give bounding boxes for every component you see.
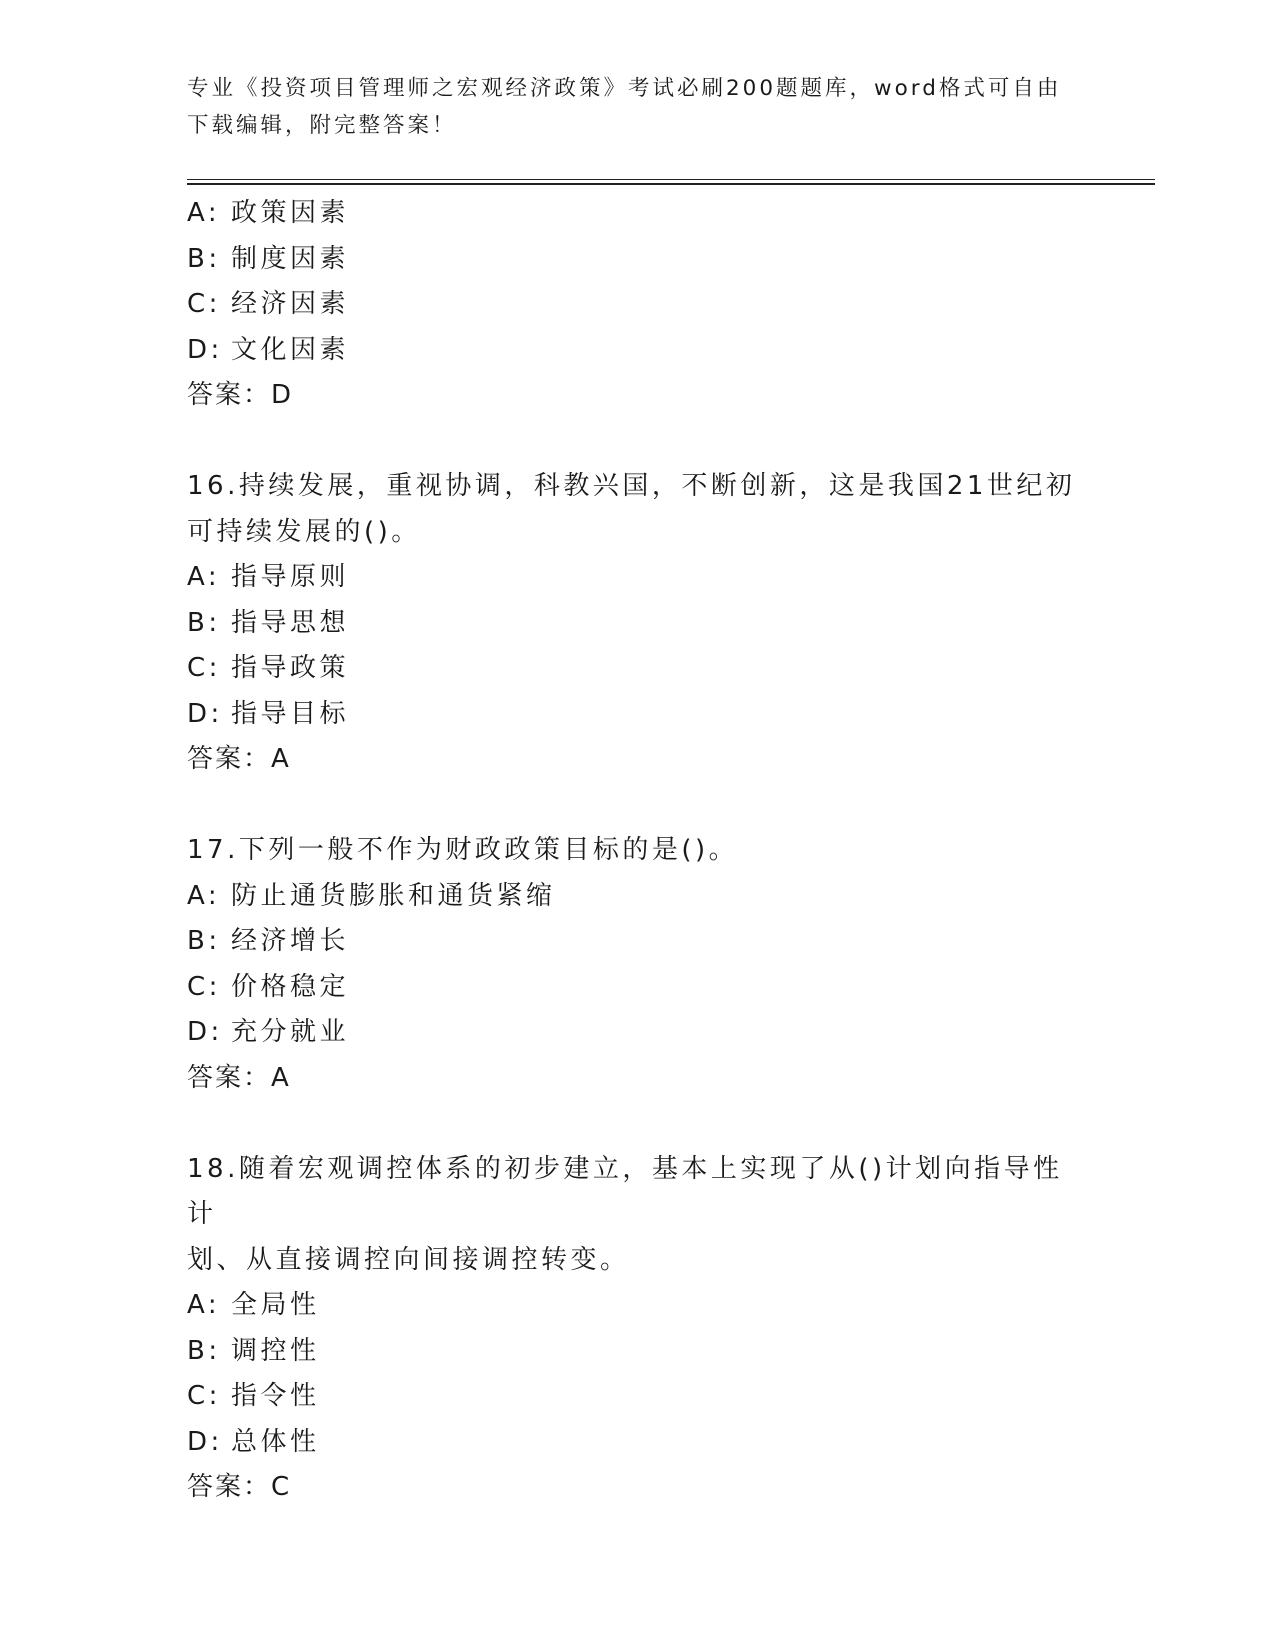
option-label: D: [187,1426,223,1457]
question-17 [187,828,1087,1101]
option-a [187,1283,1087,1329]
option-text: 总体性 [231,1426,320,1457]
option-text: 全局性 [231,1290,320,1320]
option-text: 防止通货膨胀和通货紧缩 [231,880,556,911]
option-b [187,1329,1087,1375]
spacer [187,419,1087,465]
option-text: 经济因素 [231,289,350,319]
option-text: 指导政策 [231,653,350,683]
document-body [187,191,1087,1511]
option-label: B: [187,243,221,274]
option-label: D: [187,1017,223,1047]
option-d [187,328,1087,374]
option-label: C: [187,971,221,1002]
option-d [187,692,1087,738]
header-line-2: 下载编辑，附完整答案！ [187,113,457,138]
option-label: C: [187,653,221,683]
option-b [187,601,1087,647]
question-stem-line-1: 17.下列一般不作为财政政策目标的是()。 [187,835,739,865]
question-stem-line-1: 18.随着宏观调控体系的初步建立，基本上实现了从()计划向指导性计 [187,1153,1063,1229]
option-c [187,282,1087,328]
answer-line: 答案：C [187,1472,292,1502]
option-a [187,191,1087,237]
option-a [187,555,1087,601]
header-divider-thick [187,183,1155,185]
option-text: 指导原则 [231,562,350,592]
option-c [187,646,1087,692]
question-stem-line-2: 可持续发展的()。 [187,516,421,547]
answer-line: 答案：A [187,1062,291,1093]
option-text: 价格稳定 [231,971,350,1002]
option-label: A: [187,562,221,592]
option-text: 文化因素 [231,334,350,365]
option-label: B: [187,926,221,956]
option-text: 调控性 [231,1335,320,1366]
option-label: B: [187,1335,221,1366]
option-text: 经济增长 [231,926,350,956]
answer-line: 答案：A [187,744,291,774]
question-18 [187,1147,1087,1511]
option-c [187,1374,1087,1420]
option-b [187,237,1087,283]
document-header [187,70,1067,144]
option-c [187,965,1087,1011]
option-b [187,919,1087,965]
option-label: D: [187,334,223,365]
option-label: A: [187,198,221,228]
question-stem-line-2: 划、从直接调控向间接调控转变。 [187,1244,630,1275]
option-text: 指导目标 [231,698,350,729]
option-label: D: [187,698,223,729]
option-text: 充分就业 [231,1017,350,1047]
header-divider-thin [187,179,1155,180]
spacer [187,1101,1087,1147]
option-label: A: [187,880,221,911]
option-a [187,874,1087,920]
option-d [187,1010,1087,1056]
option-d [187,1420,1087,1466]
option-text: 指导思想 [231,607,350,638]
option-text: 指令性 [231,1381,320,1411]
option-text: 制度因素 [231,243,350,274]
spacer [187,783,1087,829]
option-label: C: [187,1381,221,1411]
option-label: B: [187,607,221,638]
option-label: C: [187,289,221,319]
question-15-tail [187,191,1087,419]
option-text: 政策因素 [231,198,350,228]
header-line-1: 专业《投资项目管理师之宏观经济政策》考试必刷200题题库，word格式可自由 [187,76,1062,101]
option-label: A: [187,1290,221,1320]
answer-line: 答案：D [187,380,294,410]
question-16 [187,464,1087,783]
question-stem-line-1: 16.持续发展，重视协调，科教兴国，不断创新，这是我国21世纪初 [187,471,1076,501]
